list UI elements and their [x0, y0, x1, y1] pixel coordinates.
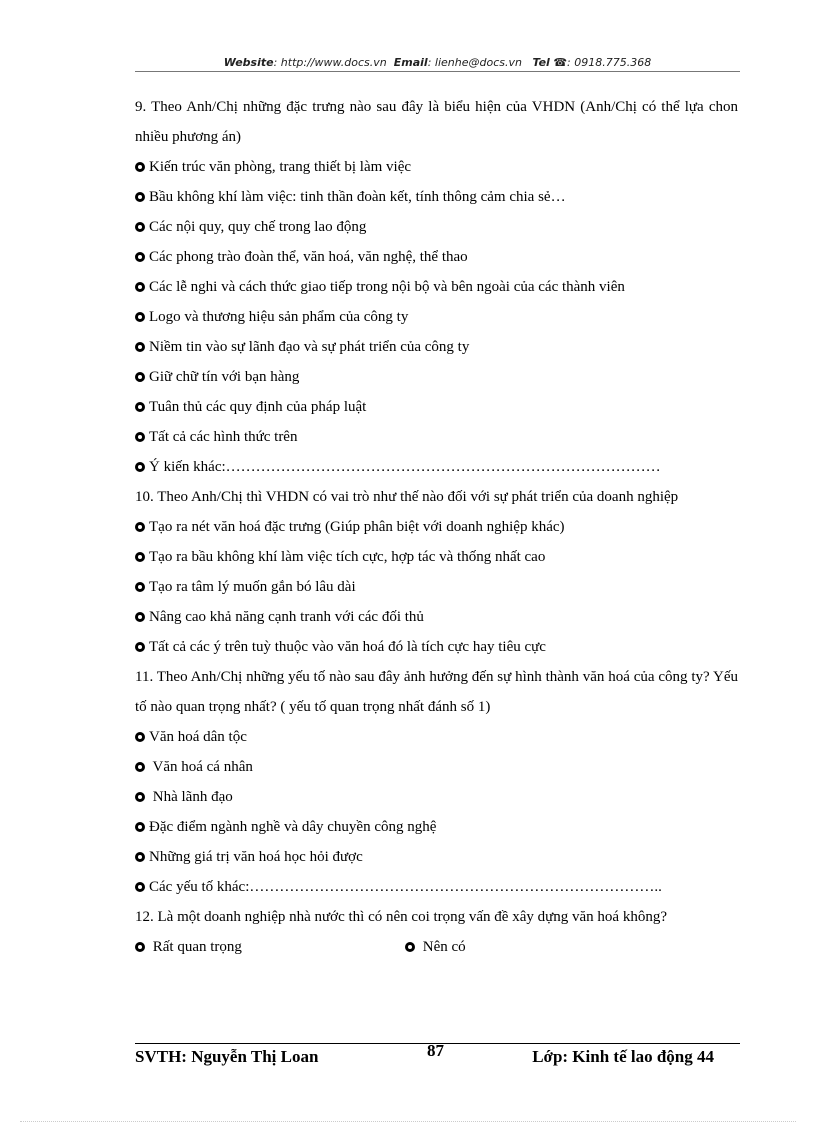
bullet-icon — [135, 882, 145, 892]
option-item: Tạo ra tâm lý muốn gắn bó lâu dài — [135, 572, 738, 602]
bullet-icon — [135, 162, 145, 172]
bullet-icon — [405, 942, 415, 952]
option-item: Tạo ra bầu không khí làm việc tích cực, hợp tác và thống nhất cao — [135, 542, 738, 572]
option-item: Những giá trị văn hoá học hỏi được — [135, 842, 738, 872]
page-header — [135, 56, 740, 72]
tel-label: Tel — [532, 56, 550, 69]
bullet-icon — [135, 432, 145, 442]
website-value[interactable]: : http://www.docs.vn — [273, 56, 387, 69]
option-item: Nhà lãnh đạo — [135, 782, 738, 812]
option-item: Giữ chữ tín với bạn hàng — [135, 362, 738, 392]
bullet-icon — [135, 942, 145, 952]
bullet-icon — [135, 372, 145, 382]
bullet-icon — [135, 462, 145, 472]
bullet-icon — [135, 642, 145, 652]
question-10: 10. Theo Anh/Chị thì VHDN có vai trò như thế nào đối với sự phát triển của doanh nghiệp — [135, 489, 679, 505]
option-item: Tất cả các ý trên tuỳ thuộc vào văn hoá đó là tích cực hay tiêu cực — [135, 632, 738, 662]
option-item: Các yếu tố khác:……………………………………………………………………….. — [135, 872, 738, 902]
bullet-icon — [135, 552, 145, 562]
option-item: Logo và thương hiệu sản phẩm của công ty — [135, 302, 738, 332]
bullet-icon — [135, 312, 145, 322]
question-11: 11. Theo Anh/Chị những yếu tố nào sau đây ảnh hưởng đến sự hình thành văn hoá của công ty? Yếu tố nào quan trọng nhất? ( yếu tố quan trọng nhất đánh số 1) — [135, 669, 738, 715]
page-number: 87 — [427, 1041, 444, 1060]
bullet-icon — [135, 282, 145, 292]
option-item: Bầu không khí làm việc: tinh thần đoàn kết, tính thông cảm chia sẻ… — [135, 182, 738, 212]
option-item: Kiến trúc văn phòng, trang thiết bị làm việc — [135, 152, 738, 182]
option-item: Tất cả các hình thức trên — [135, 422, 738, 452]
bottom-dotted-divider — [20, 1121, 796, 1122]
bullet-icon — [135, 522, 145, 532]
option-item: Tuân thủ các quy định của pháp luật — [135, 392, 738, 422]
survey-content — [135, 92, 738, 962]
bullet-icon — [135, 222, 145, 232]
option-item: Nâng cao khả năng cạnh tranh với các đối thủ — [135, 602, 738, 632]
option-item: Các lễ nghi và cách thức giao tiếp trong nội bộ và bên ngoài của các thành viên — [135, 272, 738, 302]
bullet-icon — [135, 192, 145, 202]
bullet-icon — [135, 582, 145, 592]
option-row — [135, 932, 738, 962]
class-name: Lớp: Kinh tế lao động 44 — [532, 1047, 714, 1066]
bullet-icon — [135, 732, 145, 742]
option-item: Các nội quy, quy chế trong lao động — [135, 212, 738, 242]
option-item: Văn hoá cá nhân — [135, 752, 738, 782]
option-item: Các phong trào đoàn thể, văn hoá, văn nghệ, thể thao — [135, 242, 738, 272]
bullet-icon — [135, 402, 145, 412]
bullet-icon — [135, 252, 145, 262]
option-item: Đặc điểm ngành nghề và dây chuyền công nghệ — [135, 812, 738, 842]
option-item: Nên có — [405, 932, 466, 962]
email-label: Email — [393, 56, 428, 69]
author-name: SVTH: Nguyễn Thị Loan — [135, 1047, 319, 1066]
option-item: Rất quan trọng — [135, 932, 405, 962]
tel-value: : 0918.775.368 — [567, 56, 652, 69]
option-item: Tạo ra nét văn hoá đặc trưng (Giúp phân biệt với doanh nghiệp khác) — [135, 512, 738, 542]
bullet-icon — [135, 822, 145, 832]
email-value[interactable]: : lienhe@docs.vn — [427, 56, 522, 69]
page-footer — [135, 1041, 740, 1073]
question-12: 12. Là một doanh nghiệp nhà nước thì có nên coi trọng vấn đề xây dựng văn hoá không? — [135, 909, 667, 925]
bullet-icon — [135, 792, 145, 802]
option-item: Niềm tin vào sự lãnh đạo và sự phát triển của công ty — [135, 332, 738, 362]
question-9: 9. Theo Anh/Chị những đặc trưng nào sau đây là biểu hiện của VHDN (Anh/Chị có thể lựa chon nhiều phương án) — [135, 99, 738, 145]
bullet-icon — [135, 852, 145, 862]
phone-icon: ☎ — [553, 56, 568, 69]
bullet-icon — [135, 762, 145, 772]
website-label: Website — [223, 56, 274, 69]
bullet-icon — [135, 342, 145, 352]
option-item: Văn hoá dân tộc — [135, 722, 738, 752]
bullet-icon — [135, 612, 145, 622]
option-item: Ý kiến khác:…………………………………………………………………………… — [135, 452, 738, 482]
